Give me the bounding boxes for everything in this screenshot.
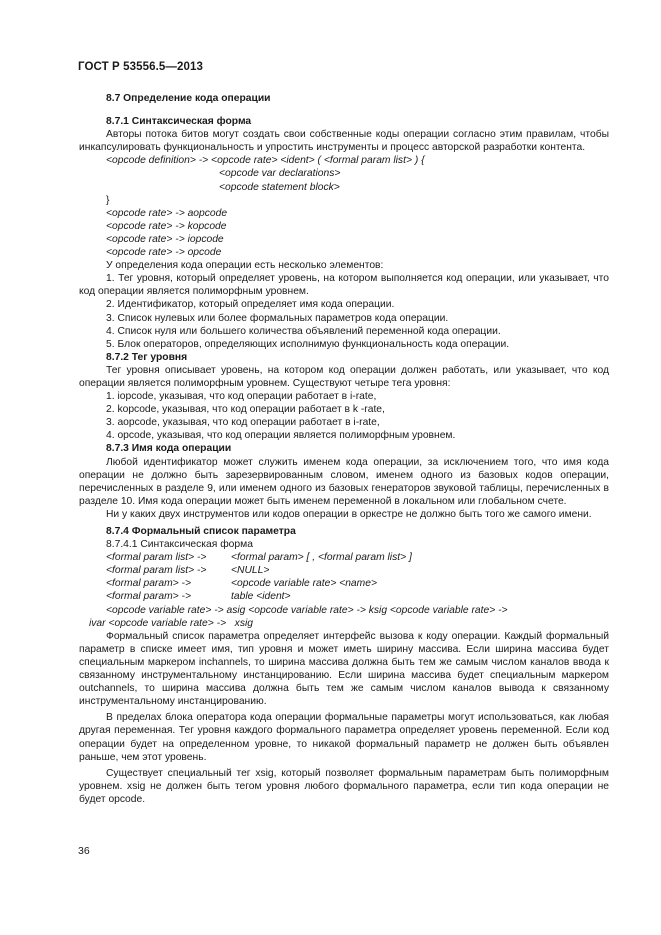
code-line: <opcode rate> -> aopcode [106, 207, 228, 219]
formal-code-line [89, 564, 609, 577]
formal-code-line [89, 551, 609, 564]
list-item: 1. iopcode, указывая, что код операции работает в i-rate, [106, 391, 377, 403]
section-8-7-3-paragraph-2: Ни у каких двух инструментов или кодов операции в оркестре не должно быть того же самого имени. [106, 508, 592, 520]
code-lhs: <formal param list> -> [106, 565, 207, 577]
section-8-7-1-title: 8.7.1 Синтаксическая форма [106, 116, 252, 128]
list-item: 2. Идентификатор, который определяет имя кода операции. [106, 299, 395, 311]
list-item: 3. Список нулевых или более формальных параметров кода операции. [106, 312, 449, 324]
formal-code-line: ivar <opcode variable rate> -> xsig [89, 617, 253, 629]
section-8-7-3-title: 8.7.3 Имя кода операции [106, 443, 232, 455]
list-item: 5. Блок операторов, определяющих исполнимую функциональность кода операции. [106, 338, 510, 350]
list-item: 1. Тег уровня, который определяет уровень, на котором выполняется код операции, или указывает, что код операции является полиморфным уровнем. [79, 273, 609, 298]
code-rhs: <formal param> [ , <formal param list> ] [231, 552, 412, 564]
section-8-7-4-paragraph-3: Существует специальный тег xsig, который позволяет формальным параметрам быть полиморфным уровнем. xsig не должен быть тегом уровня любого формального параметра, если тип кода операции не будет opcode. [79, 767, 609, 805]
section-8-7-4-title: 8.7.4 Формальный список параметра [106, 526, 296, 537]
code-rhs: <opcode variable rate> <name> [231, 578, 377, 590]
list-item: 4. opcode, указывая, что код операции является полиморфным уровнем. [106, 430, 456, 442]
code-line: <opcode rate> -> kopcode [106, 220, 227, 232]
code-rhs: table <ident> [231, 591, 291, 603]
code-line: <opcode rate> -> iopcode [106, 233, 224, 245]
section-8-7-4-paragraph-1: Формальный список параметра определяет интерфейс вызова к коду операции. Каждый формальный параметр в списке имеет имя, тип уровня и может иметь ширину массива. Если ширина массива будет специальным маркером inchannels, то ширина массива должна быть тем же самым числом каналов ввода к связанному инструментальному инстанцированию. Если ширина массива будет специальным маркером outchannels, то ширина массива должна быть тем же самым числом каналов вывода к связанному инструментальному инстанцированию. [79, 630, 609, 708]
formal-code-line: <opcode variable rate> -> asig <opcode variable rate> -> ksig <opcode variable rate> -> [106, 604, 508, 616]
section-8-7-2-paragraph: Тег уровня описывает уровень, на котором код операции должен работать, или указывает, что код операции является полиморфным уровнем. Существуют четыре тега уровня: [79, 364, 609, 389]
section-8-7-2-title: 8.7.2 Тег уровня [106, 351, 188, 363]
code-line: <opcode definition> -> <opcode rate> <ident> ( <formal param list> ) { [106, 155, 425, 167]
formal-code-line [89, 577, 609, 590]
code-lhs: <formal param> -> [106, 578, 191, 590]
list-item: 4. Список нуля или большего количества объявлений переменной кода операции. [106, 325, 501, 337]
section-8-7-1-paragraph: Авторы потока битов могут создать свои собственные коды операции согласно этим правилам, чтобы инкапсулировать функциональность и упростить инструменты и процесс авторской разработки контента. [79, 129, 609, 154]
section-8-7-1-elements-intro: У определения кода операции есть несколько элементов: [106, 260, 384, 272]
section-8-7-title: 8.7 Определение кода операции [106, 93, 271, 104]
code-lhs: <formal param list> -> [106, 552, 207, 564]
code-line: <opcode rate> -> opcode [106, 247, 222, 259]
formal-code-line [89, 590, 609, 603]
code-line: <opcode statement block> [219, 181, 340, 193]
page-number: 36 [78, 845, 90, 857]
code-lhs: <formal param> -> [106, 591, 191, 603]
list-item: 3. aopcode, указывая, что код операции работает в i-rate, [106, 417, 380, 429]
code-line: <opcode var declarations> [219, 168, 341, 180]
code-rhs: <NULL> [231, 565, 270, 577]
section-8-7-3-paragraph: Любой идентификатор может служить именем кода операции, за исключением того, что имя кода операции не должно быть зарезервированным словом, именем одного из базовых кодов операции, перечисленных в разделе 9, или именем одного из базовых генераторов звуковой таблицы, перечисленных в разделе 10. Имя кода операции может быть именем переменной в локальном или глобальном счете. [79, 456, 609, 507]
document-body [79, 92, 609, 806]
list-item: 2. kopcode, указывая, что код операции работает в k -rate, [106, 404, 385, 416]
document-header: ГОСТ Р 53556.5—2013 [78, 61, 203, 73]
section-8-7-4-1-title: 8.7.4.1 Синтаксическая форма [106, 539, 253, 551]
section-8-7-4-paragraph-2: В пределах блока оператора кода операции формальные параметры могут использоваться, как любая другая переменная. Тег уровня каждого формального параметра определяет уровень переменной. Если код операции будет на определенном уровне, то никакой формальный параметр не должен быть объявлен раньше, чем этот уровень. [79, 712, 609, 763]
code-line: } [106, 194, 110, 206]
